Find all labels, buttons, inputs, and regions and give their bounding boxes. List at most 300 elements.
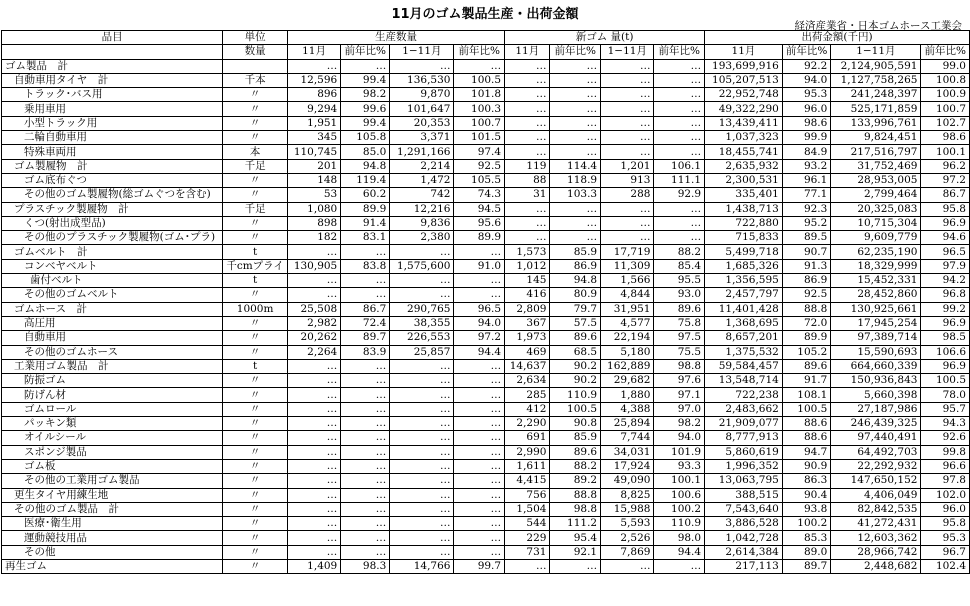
row-value: 229 [505,531,550,545]
row-value: 91.4 [341,216,390,230]
row-value: 2,614,384 [705,545,783,559]
row-item-name: 医療･衛生用 [2,517,223,531]
row-value: 89.2 [550,474,601,488]
table-row [2,559,970,573]
row-value: 98.6 [921,131,970,145]
row-value: 4,388 [601,402,654,416]
header-subcolumn: 前年比% [782,45,830,59]
row-unit: 千足 [223,202,288,216]
row-value: 94.4 [654,545,705,559]
row-value: 469 [505,345,550,359]
row-value: … [287,402,340,416]
row-value: 94.5 [454,202,505,216]
row-value: 100.9 [921,88,970,102]
row-value: 193,699,916 [705,59,783,73]
row-value: 38,355 [390,316,454,330]
row-value: 31 [505,188,550,202]
row-value: … [341,274,390,288]
row-value: 1,291,166 [390,145,454,159]
row-value: … [287,359,340,373]
header-row-top [2,31,970,45]
row-item-name: 小型トラック用 [2,116,223,130]
row-value: 78.0 [921,388,970,402]
table-row [2,288,970,302]
row-value: 92.5 [782,288,830,302]
row-item-name: ゴムホース 計 [2,302,223,316]
row-value: 93.8 [782,502,830,516]
table-row [2,131,970,145]
row-value: 72.4 [341,316,390,330]
row-value: 2,457,797 [705,288,783,302]
row-value: 96.0 [782,102,830,116]
row-value: … [550,231,601,245]
row-value: 90.2 [550,374,601,388]
row-value: … [341,502,390,516]
row-value: 133,996,761 [831,116,921,130]
table-row [2,59,970,73]
row-value: 1,042,728 [705,531,783,545]
row-value: 119.4 [341,173,390,187]
row-value: 1,951 [287,116,340,130]
row-value: 17,924 [601,459,654,473]
row-item-name: オイルシール [2,431,223,445]
row-item-name: ゴム底布ぐつ [2,173,223,187]
row-value: 1,012 [505,259,550,273]
row-value: 8,777,913 [705,431,783,445]
table-row [2,388,970,402]
table-row [2,402,970,416]
row-value: 896 [287,88,340,102]
row-item-name: ゴムロール [2,402,223,416]
row-value: 9,294 [287,102,340,116]
row-value: … [601,559,654,573]
row-item-name: その他のプラスチック製履物(ゴム･プラ) [2,231,223,245]
row-value: 201 [287,159,340,173]
row-value: 100.2 [654,502,705,516]
row-value: … [287,245,340,259]
row-value: … [550,216,601,230]
header-subcolumn: 1−11月 [831,45,921,59]
row-value: 100.6 [654,488,705,502]
row-item-name: 工業用ゴム製品 計 [2,359,223,373]
row-value: … [454,374,505,388]
row-value: … [287,474,340,488]
row-value: 10,715,304 [831,216,921,230]
row-value: 59,584,457 [705,359,783,373]
row-value: … [341,431,390,445]
row-value: 95.6 [454,216,505,230]
row-value: 3,886,528 [705,517,783,531]
row-value: 97.4 [454,145,505,159]
row-value: 18,455,741 [705,145,783,159]
row-value: 98.8 [550,502,601,516]
row-value: … [390,388,454,402]
header-subcolumn: 11月 [505,45,550,59]
row-value: 1,575,600 [390,259,454,273]
table-row [2,531,970,545]
row-value: 88.2 [550,459,601,473]
row-unit: 〃 [223,173,288,187]
table-row [2,474,970,488]
row-unit: 〃 [223,559,288,573]
row-value: 92.5 [454,159,505,173]
row-value: 241,248,397 [831,88,921,102]
header-subcolumn: 1−11月 [601,45,654,59]
row-value: 28,966,742 [831,545,921,559]
row-unit: 〃 [223,402,288,416]
header-production-group: 生産数量 [287,31,504,45]
row-value: … [390,245,454,259]
row-value: 98.2 [654,417,705,431]
table-row [2,159,970,173]
row-value: 5,499,718 [705,245,783,259]
row-value: 2,635,932 [705,159,783,173]
row-value: 150,936,843 [831,374,921,388]
row-value: 2,634 [505,374,550,388]
table-row [2,259,970,273]
row-value: 99.8 [921,445,970,459]
row-value: 1,127,758,265 [831,73,921,87]
row-value: 742 [390,188,454,202]
header-item: 品目 [2,31,223,45]
row-value: … [601,202,654,216]
row-value: 86.7 [341,302,390,316]
row-value: 88.6 [782,417,830,431]
row-value: 96.9 [921,359,970,373]
row-value: … [341,374,390,388]
row-value: … [287,502,340,516]
table-row [2,231,970,245]
row-value: 136,530 [390,73,454,87]
row-value: 162,889 [601,359,654,373]
row-value: 147,650,152 [831,474,921,488]
row-value: 2,264 [287,345,340,359]
row-value: 97.5 [654,331,705,345]
row-value: 97,440,491 [831,431,921,445]
row-value: 77.1 [782,188,830,202]
row-value: 25,508 [287,302,340,316]
row-value: 98.0 [654,531,705,545]
row-value: 913 [601,173,654,187]
row-value: 95.8 [921,202,970,216]
row-unit: t [223,359,288,373]
row-value: 111.1 [654,173,705,187]
row-value: 13,548,714 [705,374,783,388]
row-value: … [454,274,505,288]
row-value: 288 [601,188,654,202]
row-value: 97.9 [921,259,970,273]
row-value: 1,685,326 [705,259,783,273]
row-value: 2,124,905,591 [831,59,921,73]
row-value: 92.6 [921,431,970,445]
row-value: … [390,488,454,502]
row-value: … [341,59,390,73]
row-value: 96.0 [921,502,970,516]
row-value: 715,833 [705,231,783,245]
row-value: … [390,402,454,416]
row-value: 182 [287,231,340,245]
row-value: 2,290 [505,417,550,431]
header-subcolumn: 11月 [705,45,783,59]
row-value: 15,988 [601,502,654,516]
row-value: 75.5 [654,345,705,359]
row-value: 8,825 [601,488,654,502]
row-item-name: ゴムベルト 計 [2,245,223,259]
row-value: 4,406,049 [831,488,921,502]
row-value: 86.9 [550,259,601,273]
row-value: … [341,245,390,259]
row-value: … [550,73,601,87]
row-value: 100.8 [921,73,970,87]
row-item-name: 更生タイヤ用練生地 [2,488,223,502]
row-value: 41,272,431 [831,517,921,531]
row-unit: 〃 [223,474,288,488]
row-value: … [390,359,454,373]
header-subcolumn: 前年比% [454,45,505,59]
row-value: 94.0 [782,73,830,87]
row-value: … [287,488,340,502]
row-item-name: 再生ゴム [2,559,223,573]
row-value: 722,880 [705,216,783,230]
source-label: 経済産業省・日本ゴムホース工業会 [794,20,962,32]
row-value: 100.7 [454,116,505,130]
row-value: … [454,417,505,431]
row-value: 1,880 [601,388,654,402]
row-value: 756 [505,488,550,502]
table-row [2,245,970,259]
row-value: … [505,202,550,216]
row-value: 111.2 [550,517,601,531]
row-value: … [341,545,390,559]
row-value: 98.3 [341,559,390,573]
row-unit: t [223,274,288,288]
row-unit: 1000m [223,302,288,316]
row-value: 335,401 [705,188,783,202]
row-value: … [390,274,454,288]
row-item-name: スポンジ製品 [2,445,223,459]
row-value: 96.1 [782,173,830,187]
row-value: 100.2 [782,517,830,531]
table-row [2,417,970,431]
row-value: 20,353 [390,116,454,130]
row-value: 29,682 [601,374,654,388]
row-value: 130,905 [287,259,340,273]
row-value: 88.2 [654,245,705,259]
row-value: 101.9 [654,445,705,459]
row-value: 1,368,695 [705,316,783,330]
row-value: … [505,231,550,245]
table-row [2,145,970,159]
row-value: 1,996,352 [705,459,783,473]
row-value: 1,438,713 [705,202,783,216]
row-value: 20,325,083 [831,202,921,216]
row-value: 89.7 [782,559,830,573]
row-value: 98.6 [782,116,830,130]
row-value: 4,415 [505,474,550,488]
row-item-name: ゴム製品 計 [2,59,223,73]
row-value: 1,566 [601,274,654,288]
row-value: … [505,116,550,130]
row-value: 731 [505,545,550,559]
row-value: 86.3 [782,474,830,488]
row-value: 92.3 [782,202,830,216]
row-item-name: ゴム製履物 計 [2,159,223,173]
row-value: 691 [505,431,550,445]
row-value: … [505,131,550,145]
row-value: … [341,445,390,459]
row-value: 114.4 [550,159,601,173]
row-value: … [390,531,454,545]
table-row [2,102,970,116]
row-value: … [454,531,505,545]
row-value: 86.7 [921,188,970,202]
row-unit: 〃 [223,431,288,445]
row-item-name: 防げん材 [2,388,223,402]
row-value: 97.1 [654,388,705,402]
row-value: 94.8 [550,274,601,288]
row-value: 92.1 [550,545,601,559]
row-value: … [550,559,601,573]
row-value: 96.5 [454,302,505,316]
row-item-name: その他の工業用ゴム製品 [2,474,223,488]
row-value: … [390,459,454,473]
row-value: … [287,374,340,388]
row-value: 217,113 [705,559,783,573]
row-value: 100.5 [921,374,970,388]
row-value: 110.9 [550,388,601,402]
row-value: … [654,559,705,573]
table-row [2,331,970,345]
row-value: 9,609,779 [831,231,921,245]
row-value: 105.5 [454,173,505,187]
row-value: 108.1 [782,388,830,402]
table-row [2,116,970,130]
row-value: 57.5 [550,316,601,330]
row-value: … [287,59,340,73]
row-value: 226,553 [390,331,454,345]
row-value: 94.0 [454,316,505,330]
row-value: … [341,288,390,302]
row-value: 92.9 [654,188,705,202]
row-value: 2,799,464 [831,188,921,202]
row-value: 290,765 [390,302,454,316]
row-value: … [287,274,340,288]
row-value: 98.5 [921,331,970,345]
row-value: 21,909,077 [705,417,783,431]
header-subcolumn: 前年比% [341,45,390,59]
row-value: 100.7 [921,102,970,116]
row-value: … [601,231,654,245]
row-value: … [505,73,550,87]
row-value: 3,371 [390,131,454,145]
row-value: 99.4 [341,116,390,130]
row-value: 145 [505,274,550,288]
row-unit: 〃 [223,417,288,431]
row-value: … [654,88,705,102]
row-item-name: 防振ゴム [2,374,223,388]
row-value: 898 [287,216,340,230]
row-value: 7,543,640 [705,502,783,516]
row-value: 2,990 [505,445,550,459]
row-value: 100.1 [654,474,705,488]
row-unit: 千本 [223,73,288,87]
row-value: 72.0 [782,316,830,330]
row-value: 99.7 [454,559,505,573]
row-value: … [390,517,454,531]
header-quantity: 数量 [223,45,288,59]
row-value: 148 [287,173,340,187]
row-unit: 千足 [223,159,288,173]
row-value: … [654,102,705,116]
row-value: 95.2 [782,216,830,230]
row-value: 101,647 [390,102,454,116]
row-value: 101.8 [454,88,505,102]
row-value: … [601,88,654,102]
row-value: … [454,445,505,459]
row-value: 22,292,932 [831,459,921,473]
row-value: … [287,288,340,302]
row-value: 105.8 [341,131,390,145]
row-value: … [454,402,505,416]
row-value: 99.4 [341,73,390,87]
row-value: 85.9 [550,245,601,259]
row-value: 9,836 [390,216,454,230]
row-value: 98.8 [654,359,705,373]
row-value: 89.9 [454,231,505,245]
row-value: 2,448,682 [831,559,921,573]
row-value: … [550,202,601,216]
table-row [2,202,970,216]
row-value: … [454,431,505,445]
production-table [1,30,970,574]
row-unit: 〃 [223,102,288,116]
table-row [2,302,970,316]
row-value: 64,492,703 [831,445,921,459]
row-value: 94.0 [654,431,705,445]
header-shipment-group: 出荷金額(千円) [705,31,970,45]
row-value: 95.3 [782,88,830,102]
row-value: 412 [505,402,550,416]
row-value: 97.2 [454,331,505,345]
row-value: 90.4 [782,488,830,502]
row-item-name: その他のゴム製履物(総ゴムぐつを含む) [2,188,223,202]
row-value: 91.0 [454,259,505,273]
row-item-name: その他のゴム製品 計 [2,502,223,516]
row-value: … [454,388,505,402]
row-value: 89.6 [654,302,705,316]
row-value: … [341,531,390,545]
row-value: 88.8 [550,488,601,502]
row-item-name: パッキン類 [2,417,223,431]
row-value: … [505,59,550,73]
row-value: … [390,445,454,459]
row-value: 89.6 [782,359,830,373]
row-value: 94.6 [921,231,970,245]
row-unit: 〃 [223,488,288,502]
row-value: 95.4 [550,531,601,545]
row-value: 93.3 [654,459,705,473]
row-value: … [550,102,601,116]
table-row [2,459,970,473]
row-value: 367 [505,316,550,330]
row-value: 95.5 [654,274,705,288]
row-value: 96.9 [921,316,970,330]
row-value: … [505,145,550,159]
row-value: 99.9 [782,131,830,145]
row-value: 5,593 [601,517,654,531]
row-value: 110.9 [654,517,705,531]
row-unit: 〃 [223,545,288,559]
